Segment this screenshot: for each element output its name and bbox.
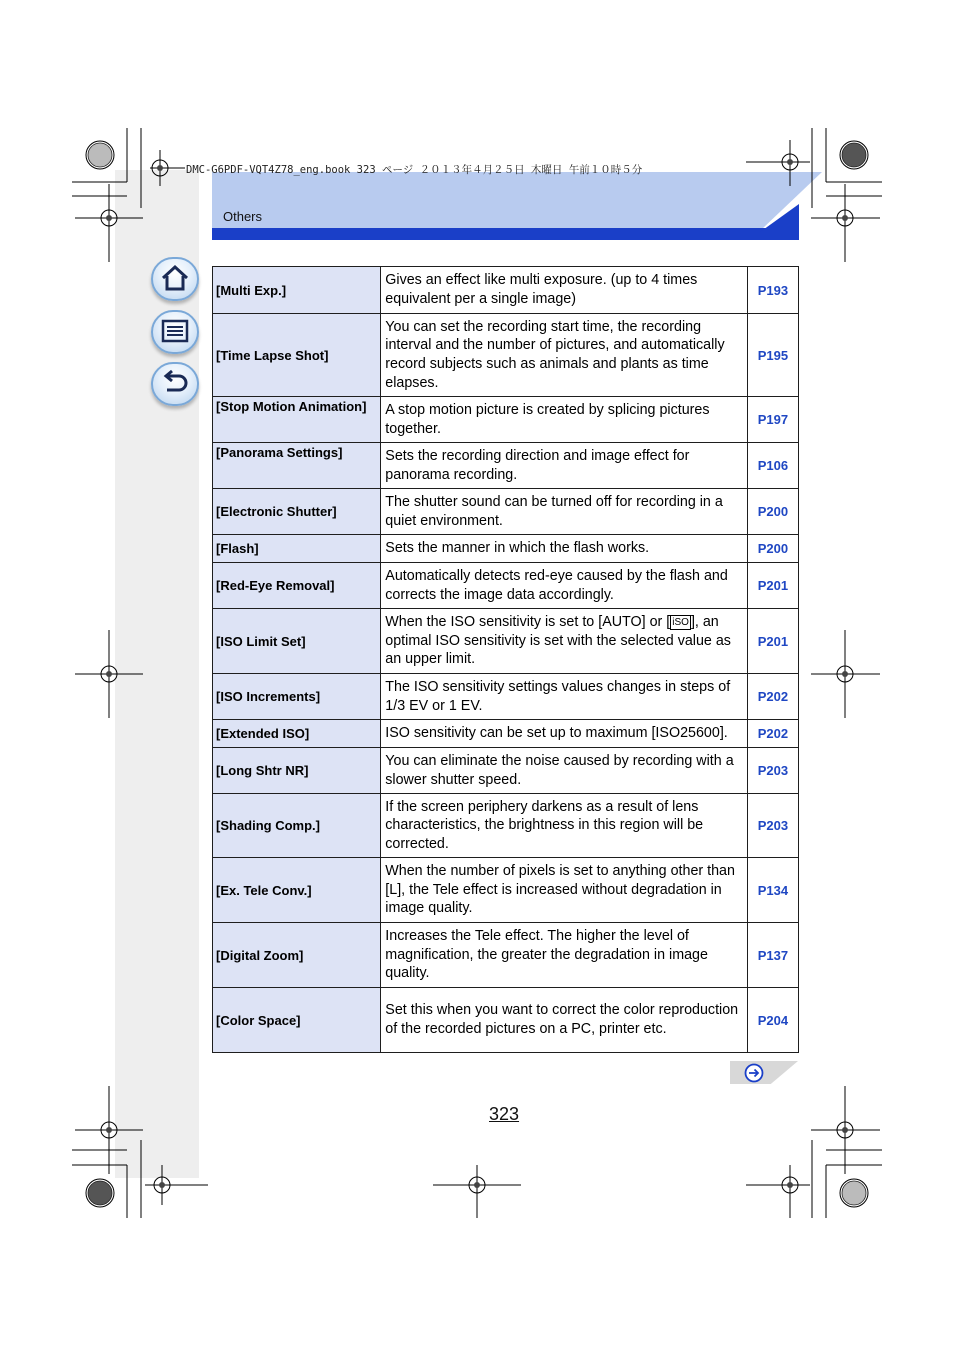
page-link[interactable]: P204: [747, 988, 798, 1053]
function-name: [Electronic Shutter]: [213, 489, 381, 535]
function-description: ISO sensitivity can be set up to maximum [ISO25600].: [381, 720, 748, 748]
function-name: [Stop Motion Animation]: [213, 397, 381, 443]
page-link[interactable]: P134: [747, 858, 798, 923]
function-name: [Long Shtr NR]: [213, 748, 381, 794]
function-name: [Digital Zoom]: [213, 923, 381, 988]
print-info-line: DMC-G6PDF-VQT4Z78_eng.book 323 ページ ２０１３年４月２５日 木曜日 午前１０時５分: [186, 164, 643, 176]
function-description: You can set the recording start time, the recording interval and the number of pictures, and automatically record subjects such as animals and plants as time elapses.: [381, 314, 748, 397]
function-name: [Time Lapse Shot]: [213, 314, 381, 397]
intelligent-iso-icon: iSO: [672, 617, 689, 629]
table-row: [213, 988, 799, 1053]
function-name: [Shading Comp.]: [213, 794, 381, 858]
page-link[interactable]: P203: [747, 748, 798, 794]
table-row: [213, 489, 799, 535]
page-number: 323: [489, 1104, 520, 1124]
page-link[interactable]: P197: [747, 397, 798, 443]
page-link[interactable]: P200: [747, 535, 798, 563]
page-link[interactable]: P200: [747, 489, 798, 535]
page-link[interactable]: P202: [747, 720, 798, 748]
table-row: [213, 314, 799, 397]
function-description: If the screen periphery darkens as a result of lens characteristics, the brightness in this region will be corrected.: [381, 794, 748, 858]
function-name: [Ex. Tele Conv.]: [213, 858, 381, 923]
function-description: Increases the Tele effect. The higher the level of magnification, the greater the degradation in image quality.: [381, 923, 748, 988]
table-row: [213, 720, 799, 748]
table-row: [213, 674, 799, 720]
function-description: Sets the manner in which the flash works.: [381, 535, 748, 563]
table-row: [213, 794, 799, 858]
table-row: [213, 858, 799, 923]
section-title: Others: [223, 209, 263, 224]
function-table: [212, 266, 799, 1053]
page-link[interactable]: P106: [747, 443, 798, 489]
function-description: The shutter sound can be turned off for recording in a quiet environment.: [381, 489, 748, 535]
function-description: Automatically detects red-eye caused by the flash and corrects the image data accordingly.: [381, 563, 748, 609]
function-description: Sets the recording direction and image effect for panorama recording.: [381, 443, 748, 489]
table-row: [213, 563, 799, 609]
page-link[interactable]: P193: [747, 267, 798, 314]
function-description: [381, 609, 748, 674]
function-description: The ISO sensitivity settings values changes in steps of 1/3 EV or 1 EV.: [381, 674, 748, 720]
function-name: [Extended ISO]: [213, 720, 381, 748]
function-name: [Multi Exp.]: [213, 267, 381, 314]
function-description: A stop motion picture is created by splicing pictures together.: [381, 397, 748, 443]
page-link[interactable]: P195: [747, 314, 798, 397]
function-name: [Color Space]: [213, 988, 381, 1053]
table-row: [213, 535, 799, 563]
function-description: You can eliminate the noise caused by recording with a slower shutter speed.: [381, 748, 748, 794]
page-link[interactable]: P137: [747, 923, 798, 988]
function-description: Set this when you want to correct the color reproduction of the recorded pictures on a PC, printer etc.: [381, 988, 748, 1053]
description-part: When the ISO sensitivity is set to [AUTO] or [: [385, 614, 671, 631]
function-name: [ISO Increments]: [213, 674, 381, 720]
function-name: [Red-Eye Removal]: [213, 563, 381, 609]
table-row: [213, 397, 799, 443]
table-row: [213, 443, 799, 489]
page-link[interactable]: P202: [747, 674, 798, 720]
function-name: [ISO Limit Set]: [213, 609, 381, 674]
page-link[interactable]: P201: [747, 609, 798, 674]
next-page-arrow-icon[interactable]: [744, 1063, 764, 1083]
function-description: Gives an effect like multi exposure. (up to 4 times equivalent per a single image): [381, 267, 748, 314]
function-name: [Flash]: [213, 535, 381, 563]
table-row: [213, 923, 799, 988]
page-link[interactable]: P201: [747, 563, 798, 609]
description-part: ], an optimal ISO sensitivity is set with the selected value as an upper limit.: [385, 614, 731, 668]
function-name: [Panorama Settings]: [213, 443, 381, 489]
function-description: When the number of pixels is set to anything other than [L], the Tele effect is increased without degradation in image quality.: [381, 858, 748, 923]
page-link[interactable]: P203: [747, 794, 798, 858]
table-row: [213, 748, 799, 794]
table-row: [213, 609, 799, 674]
table-row: [213, 267, 799, 314]
